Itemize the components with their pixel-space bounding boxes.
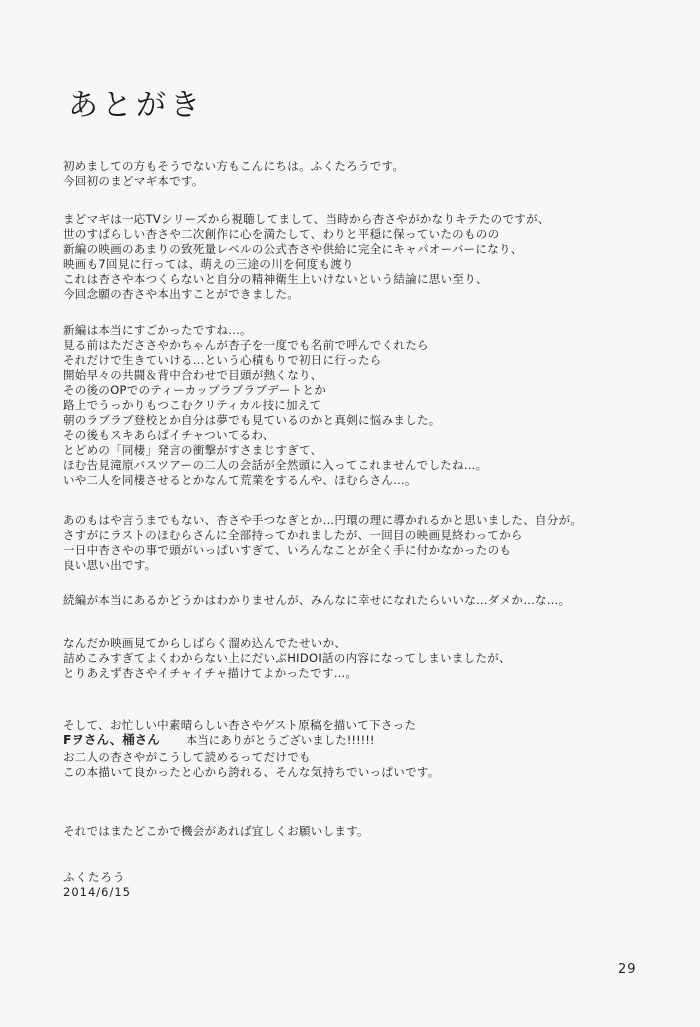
thanks-after-line-2: この本描いて良かったと心から誇れる、そんな気持ちでいっぱいです。 — [63, 765, 440, 779]
body-line: まどマギは一応TVシリーズから視聴してまして、当時から杏さやがかなりキテたのですが、 — [63, 212, 550, 226]
body-line: 朝のラブラブ登校とか自分は夢でも見ているのかと真剣に悩みました。 — [63, 413, 441, 427]
body-line: それだけで生きていける…という心積もりで初日に行ったら — [63, 353, 382, 367]
body-line: 良い思い出です。 — [63, 558, 157, 572]
page-title: あとがき — [68, 88, 204, 123]
body-line: その後のOPでのティーカップラブラブデートとか — [63, 383, 327, 397]
body-line: これは杏さや本つくらないと自分の精神衛生上いけないという結論に思い至り、 — [63, 272, 488, 286]
date: 2014/6/15 — [63, 885, 131, 899]
body-line: 開始早々の共闘＆背中合わせで目頭が熱くなり、 — [63, 368, 323, 382]
closing-line: それではまたどこかで機会があれば宜しくお願いします。 — [63, 824, 369, 838]
body-line: 一日中杏さやの事で頭がいっぱいすぎて、いろんなことが全く手に付かなかったのも — [63, 543, 512, 557]
thanks-message: 本当にありがとうございました!!!!!! — [185, 733, 375, 747]
body-line: 世のすばらしい杏さや二次創作に心を満たして、わりと平穏に保っていたのものの — [63, 227, 500, 241]
body-line: とりあえず杏さやイチャイチャ描けてよかったです…。 — [63, 666, 358, 680]
author-name: ふくたろう — [63, 870, 126, 884]
body-line: 映画も7回見に行っては、萌えの三途の川を何度も渡り — [63, 257, 354, 271]
body-line: 初めましての方もそうでない方もこんにちは。ふくたろうです。 — [63, 159, 405, 173]
body-line: 新編の映画のあまりの致死量レベルの公式杏さや供給に完全にキャパオーバーになり、 — [63, 242, 523, 256]
body-line: 続編が本当にあるかどうかはわかりませんが、みんなに幸せになれたらいいな…ダメか…な…。 — [63, 593, 571, 607]
page-number: 29 — [618, 962, 637, 977]
body-line: さすがにラストのほむらさんに全部持ってかれましたが、一回目の映画見終わってから — [63, 528, 523, 542]
body-line: とどめの「同棲」発言の衝撃がすさまじすぎて、 — [63, 443, 323, 457]
body-line: 新編は本当にすごかったですね…。 — [63, 323, 252, 337]
body-line: いや二人を同棲させるとかなんて荒業をするんや、ほむらさん…。 — [63, 473, 417, 487]
thanks-line — [63, 733, 374, 747]
body-line: その後もスキあらばイチャついてるわ、 — [63, 428, 275, 442]
body-line: ほむ告見滝原バスツアーの二人の会話が全然頭に入ってこれませんでしたね…。 — [63, 458, 488, 472]
thanks-after-line-1: お二人の杏さやがこうして読めるってだけでも — [63, 750, 311, 764]
thanks-intro: そして、お忙しい中素晴らしい杏さやゲスト原稿を描いて下さった — [63, 718, 417, 732]
body-line: 路上でうっかりもつこむクリティカル技に加えて — [63, 398, 322, 412]
body-line: 見る前はただささやかちゃんが杏子を一度でも名前で呼んでくれたら — [63, 338, 429, 352]
body-line: 今回初のまどマギ本です。 — [63, 174, 204, 188]
body-line: 詰めこみすぎてよくわからない上にだいぶHIDOI話の内容になってしまいましたが、 — [63, 651, 511, 665]
body-line: あのもはや言うまでもない、杏さや手つなぎとか…円環の理に導かれるかと思いました、自分が。 — [63, 513, 583, 527]
guest-names: Fヲさん、桶さん — [63, 732, 160, 747]
body-line: なんだか映画見てからしばらく溜め込んでたせいか、 — [63, 636, 347, 650]
body-line: 今回念願の杏さや本出すことができました。 — [63, 287, 299, 301]
